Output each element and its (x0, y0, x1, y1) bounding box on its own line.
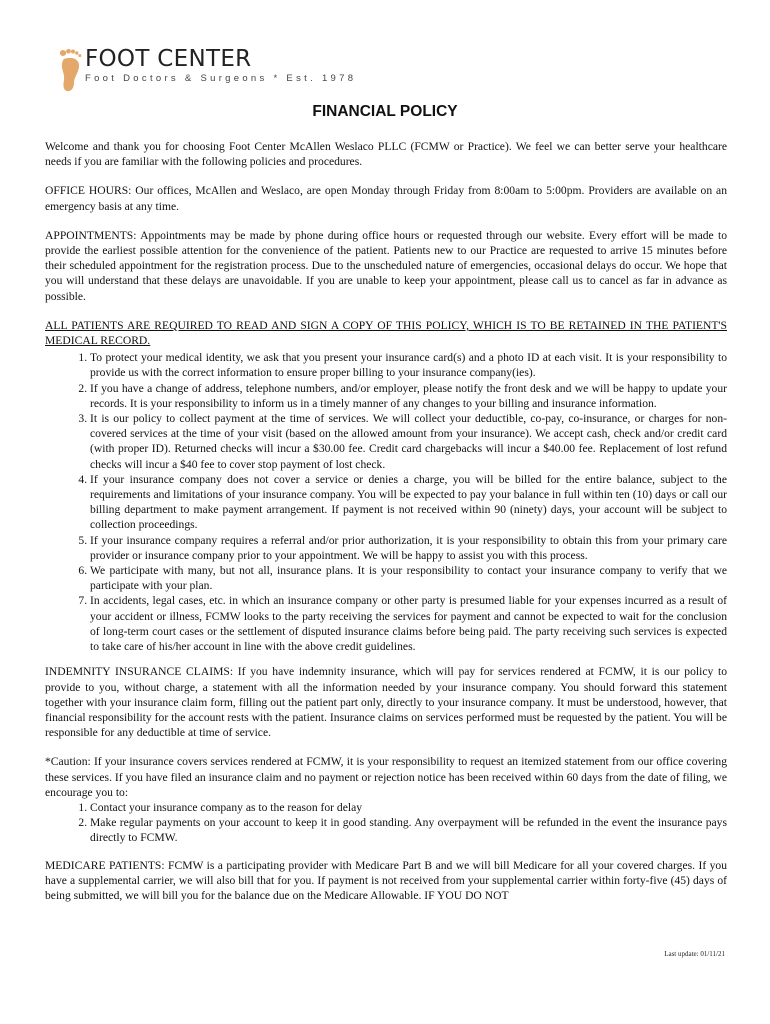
intro-paragraph: Welcome and thank you for choosing Foot Center McAllen Weslaco PLLC (FCMW or Practice). We feel we can better serve your healthcare needs if you are familiar with the following policies and procedures. (45, 140, 727, 169)
policy-body (45, 139, 727, 917)
list-item: 6. We participate with many, but not all, insurance plans. It is your responsibility to contact your insurance company to verify that we participate with your plan. (90, 563, 727, 593)
logo-tagline: Foot Doctors & Surgeons * Est. 1978 (85, 73, 357, 84)
foot-logo-icon (58, 47, 84, 93)
office-hours-paragraph: OFFICE HOURS: Our offices, McAllen and Weslaco, are open Monday through Friday from 8:00am to 5:00pm. Providers are available on an emergency basis at any time. (45, 184, 727, 213)
list-item: 3. It is our policy to collect payment at the time of services. We will collect your deductible, co-pay, co-insurance, or charges for non-covered services at the time of your visit (based on the allowed amount from your insurance). We accept cash, check and/or credit card (with proper ID). Returned checks will incur a $30.00 fee. Credit card chargebacks will incur a $40.00 fee. Replacement of lost refund checks will incur a $40 fee to cover stop payment of lost check. (90, 411, 727, 472)
appointments-paragraph: APPOINTMENTS: Appointments may be made by phone during office hours or requested through our website. Every effort will be made to provide the earliest possible attention for the convenience of the patient. Patients new to our Practice are requested to arrive 15 minutes before their scheduled appointment for the registration process. Due to the unscheduled nature of emergencies, occasional delays do occur. We hope that you will understand that these delays are unavoidable. If you are unable to keep your appointment, please call us to cancel as far in advance as possible. (45, 228, 727, 303)
list-item: 1. To protect your medical identity, we ask that you present your insurance card(s) and a photo ID at each visit. It is your responsibility to provide us with the correct information to ensure proper billing to your insurance company(ies). (90, 350, 727, 380)
list-item: 5. If your insurance company requires a referral and/or prior authorization, it is your responsibility to obtain this from your primary care provider or insurance company prior to your appointment. We will be happy to assist you with this process. (90, 533, 727, 563)
list-item: 7. In accidents, legal cases, etc. in which an insurance company or other party is presumed liable for your expenses incurred as a result of your accident or illness, FCMW looks to the party receiving the services for payment and cannot be expected to wait for the conclusion of long-term court cases or the settlement of disputed insurance claims before being paid. The party receiving such services is expected to take care of his/her account in line with the above credit guidelines. (90, 593, 727, 654)
list-item: 4. If your insurance company does not cover a service or denies a charge, you will be billed for the entire balance, subject to the requirements and limitations of your insurance company. You will be expected to pay your balance in full within ten (10) days or call our billing department to make payment arrangement. If payment is not received within 90 (ninety) days, your account will be subject to collection proceedings. (90, 472, 727, 533)
logo (58, 45, 358, 93)
last-update: Last update: 01/11/21 (664, 950, 725, 958)
policy-list (45, 350, 727, 654)
medicare-paragraph: MEDICARE PATIENTS: FCMW is a participating provider with Medicare Part B and we will bill Medicare for all your covered charges. If you have a supplemental carrier, we will also bill that for you. If payment is not received from your supplemental carrier within forty-five (45) days of being submitted, we will bill you for the balance due on the Medicare Allowable. IF YOU DO NOT (45, 858, 727, 902)
caution-list (45, 800, 727, 846)
list-item: 2. Make regular payments on your account to keep it in good standing. Any overpayment will be refunded in the event the insurance pays directly to FCMW. (90, 815, 727, 845)
caution-paragraph: *Caution: If your insurance covers services rendered at FCMW, it is your responsibility to request an itemized statement from our office covering these services. If you have filed an insurance claim and no payment or rejection notice has been received within 60 days from the date of filing, we encourage you to: (45, 755, 727, 799)
list-item: 2. If you have a change of address, telephone numbers, and/or employer, please notify the front desk and we will be happy to update your records. It is your responsibility to inform us in a timely manner of any changes to your billing and insurance information. (90, 381, 727, 411)
page-title: FINANCIAL POLICY (312, 103, 458, 120)
required-notice: ALL PATIENTS ARE REQUIRED TO READ AND SIGN A COPY OF THIS POLICY, WHICH IS TO BE RETAINED IN THE PATIENT'S MEDICAL RECORD. (45, 318, 727, 348)
list-item: 1. Contact your insurance company as to the reason for delay (90, 800, 727, 815)
indemnity-paragraph: INDEMNITY INSURANCE CLAIMS: If you have indemnity insurance, which will pay for services rendered at FCMW, it is our policy to provide to you, without charge, a statement with all the information needed by your insurance company. You should forward this statement together with your insurance claim form, filling out the patient part only, directly to your insurance company. It must be understood, however, that financial responsibility for the account rests with the patient. Insurance claims on services performed must be requested by the patient. You will be responsible for any deductible at time of service. (45, 665, 727, 740)
logo-name: FOOT CENTER (85, 46, 252, 72)
